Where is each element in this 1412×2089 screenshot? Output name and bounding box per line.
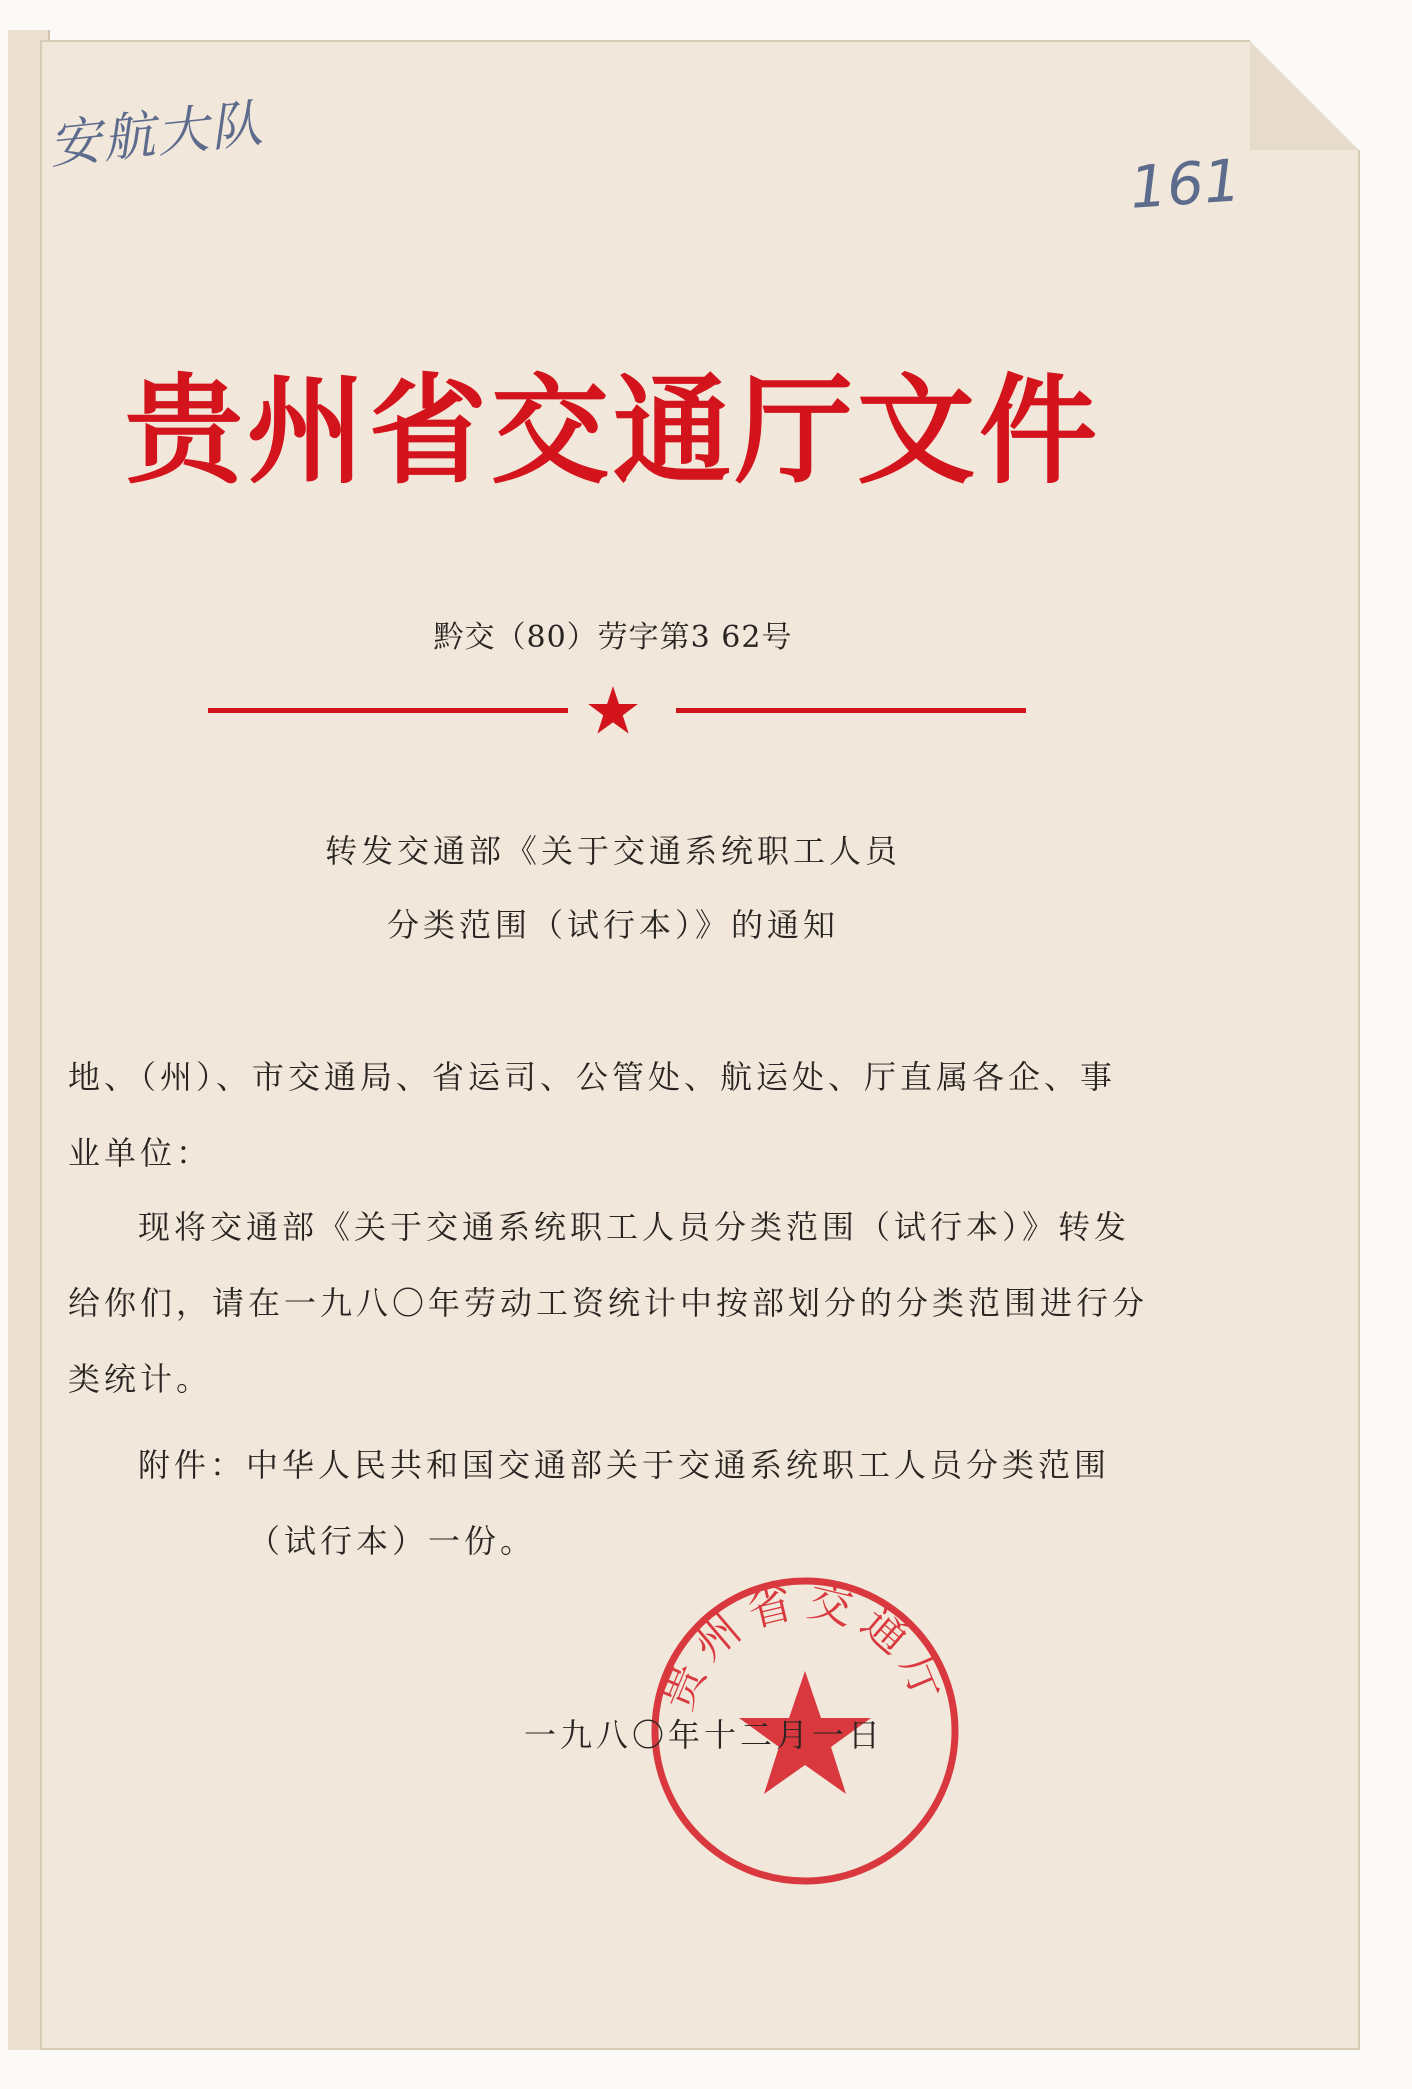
addressee-line-2: 业单位： xyxy=(68,1134,213,1172)
handwritten-page-number: 161 xyxy=(1127,146,1243,222)
subject-line-1: 转发交通部《关于交通系统职工人员 xyxy=(324,832,901,870)
document-header-title: 贵州省交通厅文件 xyxy=(124,362,1101,500)
body-line-2: 给你们，请在一九八〇年劳动工资统计中按部划分的分类范围进行分 xyxy=(68,1284,1149,1322)
header-rule-left xyxy=(208,708,568,713)
addressee-line-1: 地、（州）、市交通局、省运司、公管处、航运处、厅直属各企、事 xyxy=(68,1058,1117,1096)
header-rule-right xyxy=(676,708,1026,713)
body-line-3: 类统计。 xyxy=(68,1360,213,1398)
handwritten-note: 安航大队 xyxy=(46,93,268,177)
subject-line-2: 分类范围（试行本）》的通知 xyxy=(386,906,839,944)
attachment-line-2: （试行本）一份。 xyxy=(248,1522,537,1560)
attachment-line-1: 附件：中华人民共和国交通部关于交通系统职工人员分类范围 xyxy=(138,1446,1111,1484)
document-date: 一九八〇年十二月一日 xyxy=(524,1716,885,1754)
seal-text: 贵州省交通厅 xyxy=(651,1575,959,1718)
body-line-1: 现将交通部《关于交通系统职工人员分类范围（试行本）》转发 xyxy=(138,1208,1131,1246)
red-star-icon xyxy=(586,684,640,738)
document-number: 黔交（80）劳字第3 62号 xyxy=(433,620,793,655)
folded-corner xyxy=(1250,40,1360,150)
